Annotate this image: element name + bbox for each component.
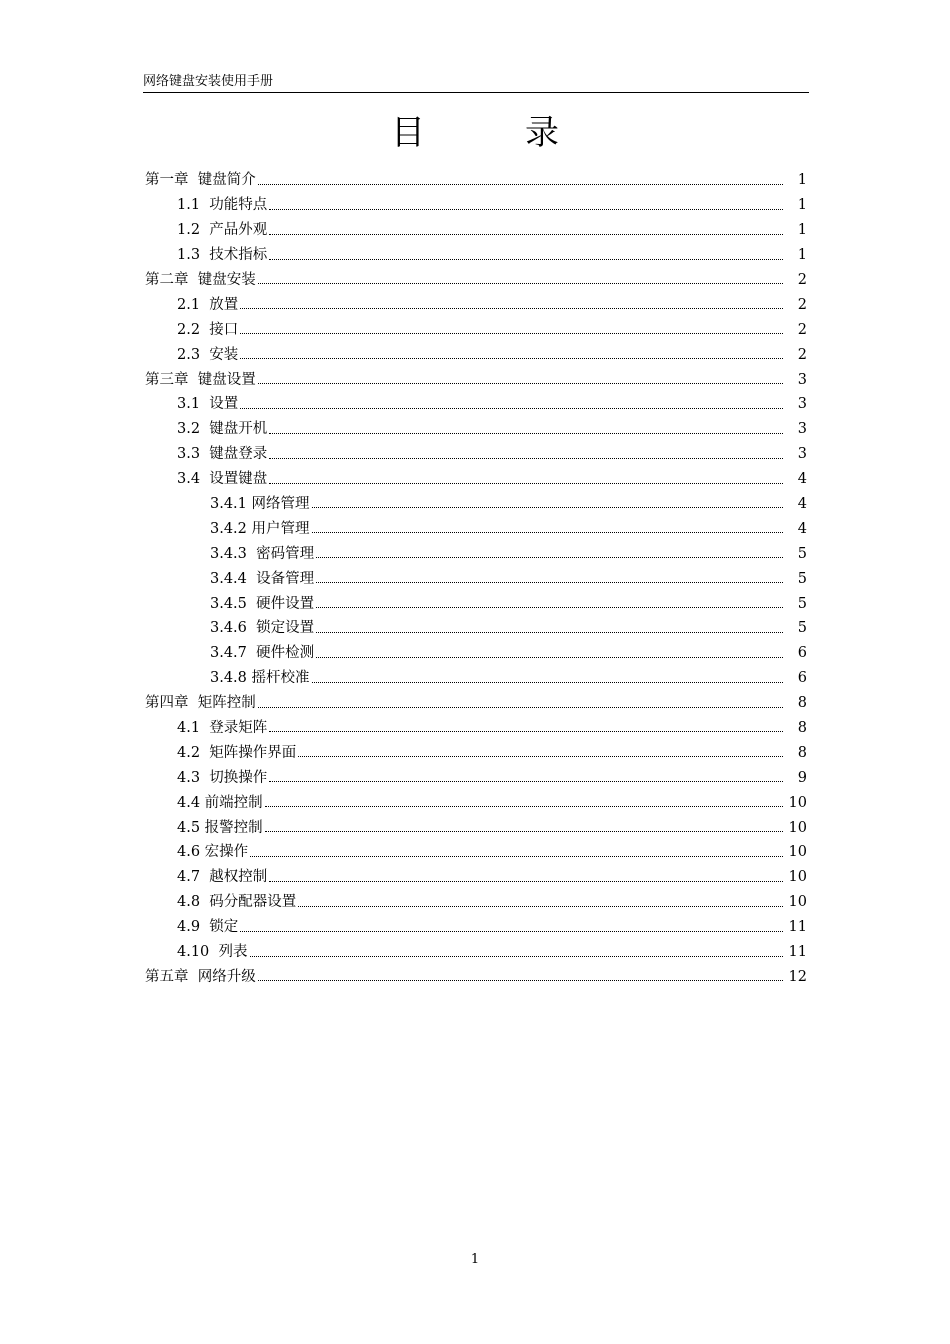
page-number: 1 <box>470 1252 480 1267</box>
toc-entry-label: 3.4.3 密码管理 <box>210 545 315 562</box>
toc-entry-label: 4.4 前端控制 <box>177 794 263 811</box>
toc-entry-page: 5 <box>797 570 807 587</box>
toc-entry[interactable] <box>145 267 807 292</box>
toc-entry[interactable] <box>145 466 807 491</box>
toc-entry-page: 3 <box>797 396 807 413</box>
toc-dot-leader <box>312 531 783 533</box>
toc-dot-leader <box>316 581 783 583</box>
toc-entry[interactable] <box>145 615 807 640</box>
toc-entry[interactable] <box>145 316 807 341</box>
toc-entry[interactable] <box>145 964 807 989</box>
toc-entry[interactable] <box>145 416 807 441</box>
toc-dot-leader <box>269 208 783 210</box>
toc-dot-leader <box>250 955 783 957</box>
toc-entry-page: 4 <box>797 471 807 488</box>
toc-entry-page: 10 <box>788 844 807 861</box>
toc-dot-leader <box>269 258 783 260</box>
toc-entry-label: 4.9 锁定 <box>177 919 239 936</box>
toc-entry-label: 3.2 键盘开机 <box>177 421 268 438</box>
toc-entry[interactable] <box>145 739 807 764</box>
toc-entry-page: 5 <box>797 620 807 637</box>
toc-entry-page: 10 <box>788 794 807 811</box>
toc-entry[interactable] <box>145 217 807 242</box>
toc-entry[interactable] <box>145 167 807 192</box>
toc-entry-label: 第一章 键盘简介 <box>145 172 256 189</box>
toc-entry-page: 2 <box>797 321 807 338</box>
toc-entry-label: 3.4.7 硬件检测 <box>210 645 315 662</box>
toc-entry-page: 2 <box>797 296 807 313</box>
toc-entry-page: 1 <box>797 222 807 239</box>
toc-entry-label: 4.2 矩阵操作界面 <box>177 744 297 761</box>
toc-dot-leader <box>316 656 783 658</box>
toc-dot-leader <box>269 233 783 235</box>
toc-entry-label: 3.4 设置键盘 <box>177 471 268 488</box>
toc-dot-leader <box>269 482 783 484</box>
toc-title-right: 录 <box>525 113 559 153</box>
toc-dot-leader <box>258 183 783 185</box>
toc-dot-leader <box>240 307 783 309</box>
toc-entry[interactable] <box>145 715 807 740</box>
toc-entry-label: 第二章 键盘安装 <box>145 271 256 288</box>
toc-entry-label: 3.4.4 设备管理 <box>210 570 315 587</box>
toc-dot-leader <box>265 805 783 807</box>
toc-entry[interactable] <box>145 540 807 565</box>
toc-entry-page: 12 <box>788 968 807 985</box>
toc-entry-label: 4.5 报警控制 <box>177 819 263 836</box>
toc-entry-page: 5 <box>797 545 807 562</box>
toc-dot-leader <box>312 506 783 508</box>
toc-entry[interactable] <box>145 242 807 267</box>
toc-entry[interactable] <box>145 565 807 590</box>
toc-entry[interactable] <box>145 864 807 889</box>
toc-entry[interactable] <box>145 640 807 665</box>
toc-entry[interactable] <box>145 764 807 789</box>
toc-entry-page: 6 <box>797 645 807 662</box>
toc-dot-leader <box>258 706 783 708</box>
toc-entry[interactable] <box>145 590 807 615</box>
toc-dot-leader <box>240 407 783 409</box>
toc-dot-leader <box>265 830 783 832</box>
toc-entry-page: 10 <box>788 894 807 911</box>
toc-entry[interactable] <box>145 341 807 366</box>
toc-entry-page: 6 <box>797 670 807 687</box>
toc-entry-page: 1 <box>797 197 807 214</box>
toc-dot-leader <box>316 631 783 633</box>
toc-dot-leader <box>269 432 783 434</box>
toc-entry[interactable] <box>145 491 807 516</box>
toc-entry-label: 第四章 矩阵控制 <box>145 695 256 712</box>
toc-entry-label: 3.4.8 摇杆校准 <box>210 670 310 687</box>
toc-entry-label: 3.4.5 硬件设置 <box>210 595 315 612</box>
toc-entry[interactable] <box>145 665 807 690</box>
toc-title <box>0 105 950 154</box>
toc-entry[interactable] <box>145 291 807 316</box>
toc-dot-leader <box>312 681 783 683</box>
toc-entry[interactable] <box>145 889 807 914</box>
toc-entry[interactable] <box>145 789 807 814</box>
toc-entry-page: 3 <box>797 371 807 388</box>
toc-entry-page: 11 <box>788 919 807 936</box>
toc-entry-page: 3 <box>797 446 807 463</box>
toc-entry-label: 第三章 键盘设置 <box>145 371 256 388</box>
toc-entry-page: 10 <box>788 869 807 886</box>
toc-entry-page: 5 <box>797 595 807 612</box>
toc-entry[interactable] <box>145 939 807 964</box>
toc-entry-label: 4.6 宏操作 <box>177 844 249 861</box>
toc-entry-page: 11 <box>788 944 807 960</box>
toc-entry-page: 2 <box>797 271 807 288</box>
toc-entry-page: 10 <box>788 819 807 836</box>
toc-entry[interactable] <box>145 192 807 217</box>
toc-entry-label: 第五章 网络升级 <box>145 968 256 985</box>
toc-entry-label: 3.4.1 网络管理 <box>210 495 310 512</box>
toc-dot-leader <box>298 905 782 907</box>
toc-entry[interactable] <box>145 441 807 466</box>
toc-entry-label: 3.1 设置 <box>177 396 239 413</box>
toc-dot-leader <box>298 755 783 757</box>
toc-dot-leader <box>250 855 782 857</box>
toc-entry-label: 1.2 产品外观 <box>177 222 268 239</box>
toc-entry-page: 8 <box>797 719 807 736</box>
toc-dot-leader <box>269 880 782 882</box>
toc-dot-leader <box>269 730 783 732</box>
toc-entry-page: 3 <box>797 421 807 438</box>
toc-dot-leader <box>316 556 783 558</box>
toc-entry-page: 9 <box>797 769 807 786</box>
toc-entry-label: 1.3 技术指标 <box>177 247 268 264</box>
toc-entry-page: 1 <box>797 247 807 264</box>
toc-entry-page: 4 <box>797 495 807 512</box>
toc-entry-page: 4 <box>797 520 807 537</box>
toc-entry-label: 3.3 键盘登录 <box>177 446 268 463</box>
toc-entry[interactable] <box>145 690 807 715</box>
toc-entry-page: 1 <box>797 172 807 189</box>
toc-entry[interactable] <box>145 839 807 864</box>
toc-entry-label: 2.3 安装 <box>177 346 239 363</box>
toc-dot-leader <box>240 357 783 359</box>
toc-dot-leader <box>240 332 783 334</box>
toc-dot-leader <box>258 282 783 284</box>
toc-entry[interactable] <box>145 366 807 391</box>
toc-entry-label: 2.2 接口 <box>177 321 239 338</box>
toc-dot-leader <box>316 606 783 608</box>
toc-entry[interactable] <box>145 914 807 939</box>
toc-entry[interactable] <box>145 391 807 416</box>
toc-entry-label: 4.1 登录矩阵 <box>177 719 268 736</box>
toc-entry-label: 4.10 列表 <box>177 944 248 960</box>
toc-entry-label: 4.3 切换操作 <box>177 769 268 786</box>
toc-entry-label: 4.8 码分配器设置 <box>177 894 297 911</box>
running-header: 网络键盘安装使用手册 <box>143 70 809 93</box>
toc-title-left: 目 <box>391 113 425 153</box>
toc-entry-label: 3.4.2 用户管理 <box>210 520 310 537</box>
toc-entry-label: 4.7 越权控制 <box>177 869 268 886</box>
toc-dot-leader <box>258 979 783 981</box>
toc-entry[interactable] <box>145 515 807 540</box>
toc-entry-page: 8 <box>797 744 807 761</box>
toc-entry-page: 2 <box>797 346 807 363</box>
toc-entry-label: 1.1 功能特点 <box>177 197 268 214</box>
toc-entry[interactable] <box>145 814 807 839</box>
toc-dot-leader <box>258 382 783 384</box>
table-of-contents <box>145 167 807 988</box>
toc-dot-leader <box>269 780 783 782</box>
toc-dot-leader <box>269 457 783 459</box>
toc-entry-label: 3.4.6 锁定设置 <box>210 620 315 637</box>
toc-entry-label: 2.1 放置 <box>177 296 239 313</box>
toc-dot-leader <box>240 930 782 932</box>
toc-entry-page: 8 <box>797 695 807 712</box>
